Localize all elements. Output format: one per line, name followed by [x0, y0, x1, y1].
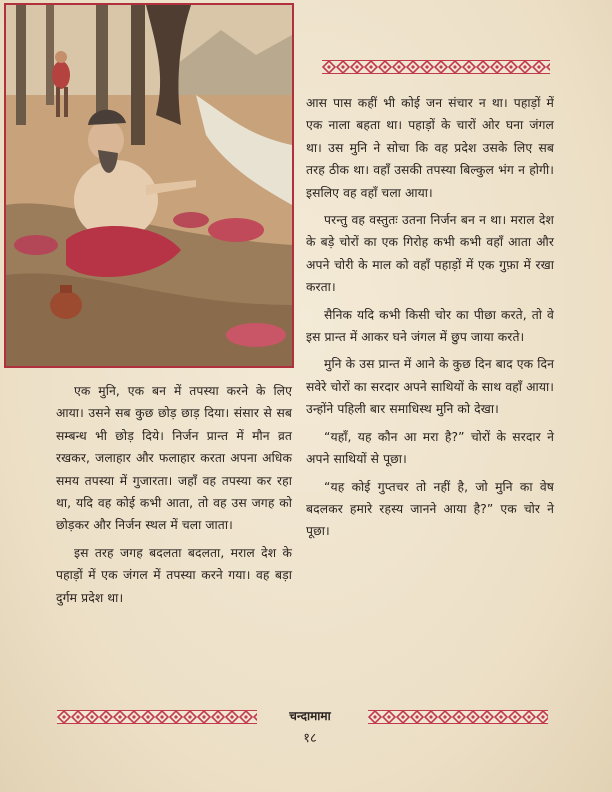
ornament-pattern [57, 710, 257, 724]
decorative-border-top [322, 60, 550, 74]
ornament-pattern [368, 710, 548, 724]
paragraph: एक मुनि, एक बन में तपस्या करने के लिए आया। उसने सब कुछ छोड़ छाड़ दिया। संसार से सब सम्बन्ध भी छोड़ दिये। निर्जन प्रान्त में मौन व्रत रखकर, जलाहार और फलाहार करता अपना अधिक समय तपस्या में गुजारता। जहाँ वह तपस्या कर रहा था, यदि वह कोई कभी आता, तो वह उस जगह को छोड़कर और निर्जन स्थल में चला जाता। [56, 384, 292, 533]
page-number: १८ [303, 731, 317, 746]
paragraph: “यह कोई गुप्तचर तो नहीं है, जो मुनि का वेष बदलकर हमारे रहस्य जानने आया है?” एक चोर ने पूछा। [306, 479, 554, 539]
illustration-art [6, 5, 292, 366]
magazine-name: चन्दामामा [289, 709, 331, 723]
decorative-border-bottom-left [57, 710, 257, 724]
paragraph: इस तरह जगह बदलता बदलता, मराल देश के पहाड़ों में एक जंगल में तपस्या करने गया। वह बड़ा दुर्गम प्रदेश था। [56, 545, 292, 605]
decorative-border-bottom-right [368, 710, 548, 724]
paragraph: “यहाँ, यह कौन आ मरा है?” चोरों के सरदार ने अपने साथियों से पूछा। [306, 429, 554, 467]
story-illustration [4, 3, 294, 368]
paragraph: सैनिक यदि कभी किसी चोर का पीछा करते, तो वे इस प्रान्त में आकर घने जंगल में छुप जाया करते। [306, 307, 554, 345]
left-text-column [56, 380, 292, 614]
paragraph: मुनि के उस प्रान्त में आने के कुछ दिन बाद एक दिन सवेरे चोरों का सरदार अपने साथियों के साथ वहाँ आया। उन्होंने पहिली बार समाधिस्थ मुनि को देखा। [306, 357, 554, 417]
paragraph: आस पास कहीं भी कोई जन संचार न था। पहाड़ों में एक नाला बहता था। पहाड़ों के चारों ओर घना जंगल था। उस मुनि ने सोचा कि वह प्रदेश उसके लिए सब तरह ठीक था। वहाँ उसकी तपस्या बिल्कुल भंग न होगी। इसलिए वह वहाँ चला आया। [306, 96, 554, 200]
paragraph: परन्तु वह वस्तुतः उतना निर्जन बन न था। मराल देश के बड़े चोरों का एक गिरोह कभी कभी वहाँ आता और अपने चोरी के माल को वहाँ पहाड़ों में एक गुफ़ा में रखा करता। [306, 213, 554, 295]
right-text-column [306, 92, 554, 548]
ornament-pattern [322, 60, 550, 74]
